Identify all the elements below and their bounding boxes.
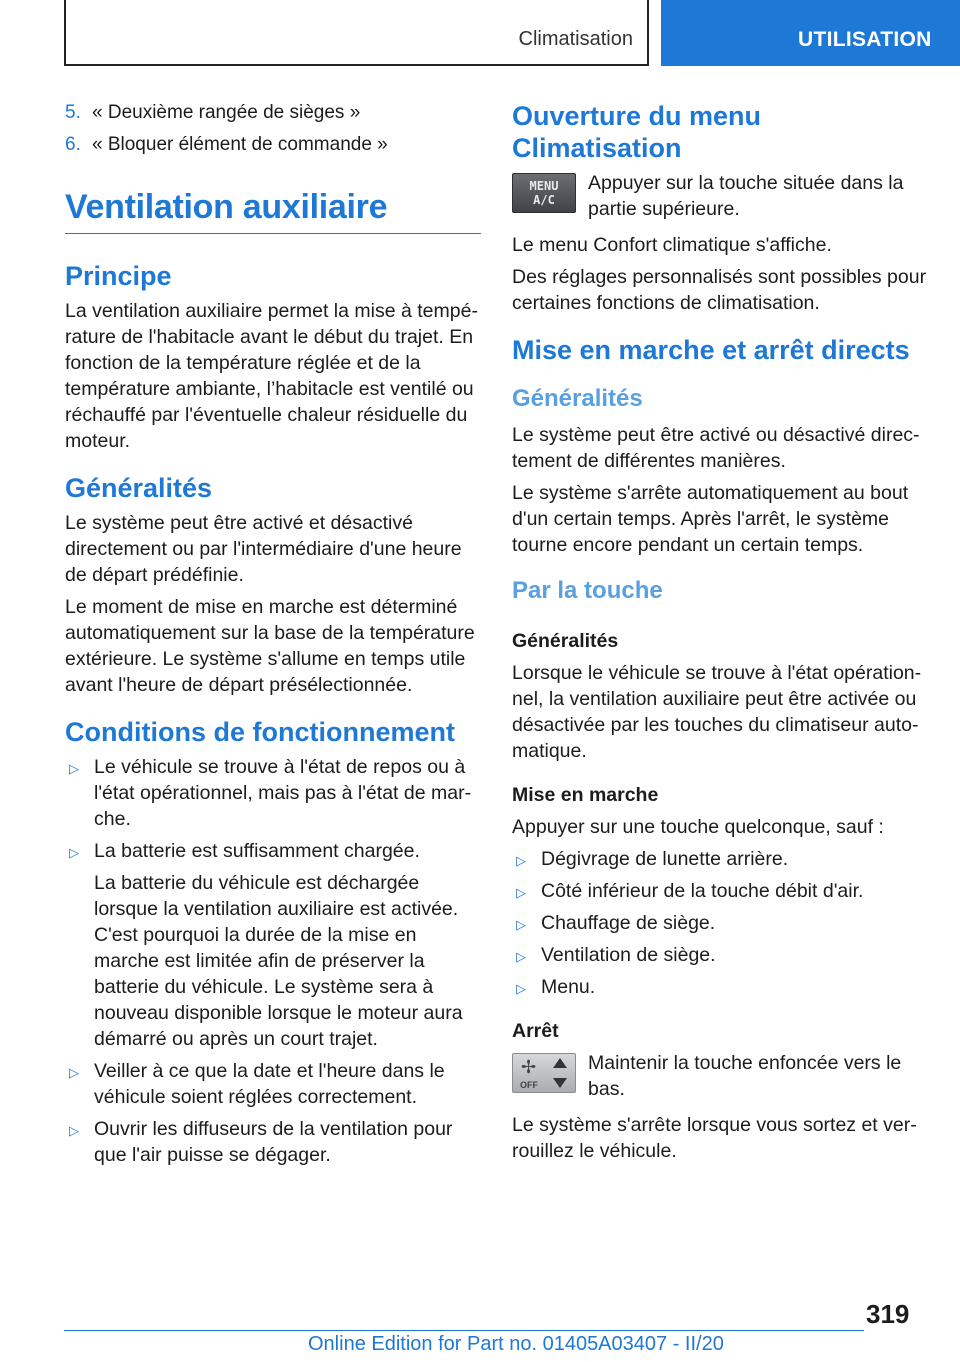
subheading-par-la-touche: Par la touche	[512, 577, 663, 604]
item-number: 5.	[65, 102, 81, 123]
menu-ac-instruction	[512, 170, 932, 222]
mise-text-2: Le système s'arrête automatiquement au bout d'un certain temps. Après l'arrêt, le système tourne encore pendant un certain temps.	[512, 482, 909, 556]
touche-generalites-text: Lorsque le véhicule se trouve à l'état opérationnel, la ventilation auxiliaire peut être activée ou désactivée par les touches du climatiseur automatique.	[512, 662, 922, 762]
fan-off-instruction	[512, 1050, 932, 1102]
item-number: 6.	[65, 134, 81, 155]
exceptions-list	[512, 846, 932, 1000]
fan-off-instruction-text: Maintenir la touche enfoncée vers le bas.	[588, 1052, 902, 1100]
page-number: 319	[866, 1299, 910, 1329]
arrow-up-icon	[553, 1058, 567, 1068]
item-text: « Deuxième rangée de sièges »	[92, 102, 361, 123]
generalites-text-1: Le système peut être activé et désactivé directement ou par l'intermédiaire d'une heure de départ prédéfinie.	[65, 512, 462, 586]
menu-ac-instruction-text: Appuyer sur la touche située dans la partie supérieure.	[588, 172, 904, 220]
header-frame	[64, 0, 649, 66]
section-title: Ventilation auxiliaire	[65, 188, 481, 234]
fan-off-key-icon	[512, 1053, 576, 1093]
ouverture-text-1: Le menu Confort climatique s'affiche.	[512, 234, 832, 256]
list-item-text: Veiller à ce que la date et l'heure dans le véhicule soient réglées correctement.	[94, 1060, 445, 1108]
list-item-text: Le véhicule se trouve à l'état de repos ou à l'état opérationnel, mais pas à l'état de marche.	[94, 756, 472, 830]
heading-mise-en-marche: Mise en marche et arrêt directs	[512, 335, 910, 365]
header-section-title: Climatisation	[518, 28, 633, 50]
conditions-list	[65, 754, 481, 1168]
numbered-item	[65, 100, 481, 126]
footer-divider	[64, 1330, 864, 1331]
arret-text: Le système s'arrête lorsque vous sortez et verrouillez le véhicule.	[512, 1114, 917, 1162]
mise-text-1: Le système peut être activé ou désactivé directement de différentes manières.	[512, 424, 920, 472]
numbered-item	[65, 132, 481, 158]
minor-heading-mise-en-marche: Mise en marche	[512, 784, 659, 806]
arrow-down-icon	[553, 1078, 567, 1088]
list-item-text: La batterie est suffisamment chargée.	[94, 840, 420, 862]
triangle-right-icon: ▷	[69, 845, 79, 860]
list-item	[512, 910, 932, 936]
minor-heading-arret: Arrêt	[512, 1020, 559, 1042]
list-item-text: Menu.	[541, 976, 596, 998]
list-item	[65, 838, 481, 1052]
ouverture-text-2: Des réglages personnalisés sont possibles pour certaines fonctions de climatisation.	[512, 266, 927, 314]
item-text: « Bloquer élément de commande »	[92, 134, 388, 155]
menu-ac-key-icon	[512, 173, 576, 213]
triangle-right-icon: ▷	[516, 981, 526, 996]
fan-icon: ✢	[521, 1057, 537, 1077]
mise-en-marche-text: Appuyer sur une touche quelconque, sauf :	[512, 816, 884, 838]
triangle-right-icon: ▷	[69, 1065, 79, 1080]
minor-heading-generalites: Généralités	[512, 630, 619, 652]
heading-conditions: Conditions de fonctionnement	[65, 717, 455, 747]
off-label: OFF	[520, 1080, 538, 1090]
triangle-right-icon: ▷	[69, 761, 79, 776]
list-item-text: Chauffage de siège.	[541, 912, 716, 934]
heading-generalites: Généralités	[65, 473, 213, 503]
list-item-text: Ouvrir les diffuseurs de la ventilation pour que l'air puisse se dégager.	[94, 1118, 453, 1166]
triangle-right-icon: ▷	[69, 1123, 79, 1138]
right-column	[512, 100, 932, 1170]
list-item-text: Côté inférieur de la touche débit d'air.	[541, 880, 864, 902]
list-item	[65, 1058, 481, 1110]
triangle-right-icon: ▷	[516, 949, 526, 964]
list-item	[512, 942, 932, 968]
triangle-right-icon: ▷	[516, 853, 526, 868]
footer-edition-text: Online Edition for Part no. 01405A03407 - II/20	[308, 1333, 724, 1355]
list-item	[512, 846, 932, 872]
subheading-generalites: Généralités	[512, 385, 643, 412]
heading-principe: Principe	[65, 261, 172, 291]
list-item	[65, 1116, 481, 1168]
left-column	[65, 100, 481, 1174]
heading-ouverture: Ouverture du menu Climatisation	[512, 101, 762, 163]
list-item-text: Ventilation de siège.	[541, 944, 716, 966]
generalites-text-2: Le moment de mise en marche est déterminé automatiquement sur la base de la température extérieure. Le système s'allume en temps utile avant l'heure de départ présélectionnée.	[65, 596, 475, 696]
menu-ac-key-label: MENU A/C	[529, 179, 559, 207]
list-item-text: Dégivrage de lunette arrière.	[541, 848, 789, 870]
header-chapter-tab: UTILISATION	[661, 0, 960, 66]
battery-note: La batterie du véhicule est déchargée lorsque la ventilation auxiliaire est activée. C'est pourquoi la durée de la mise en marche est limitée afin de préserver la batterie du véhicule. Le système sera à nouveau disponible lorsque le moteur aura démarré ou après un court trajet.	[94, 872, 463, 1050]
list-item	[512, 878, 932, 904]
triangle-right-icon: ▷	[516, 885, 526, 900]
list-item	[65, 754, 481, 832]
triangle-right-icon: ▷	[516, 917, 526, 932]
principe-text: La ventilation auxiliaire permet la mise à température de l'habitacle avant le début du trajet. En fonction de la température réglée et de la température ambiante, l’habitacle est ventilé ou réchauffé par l'éventuelle chaleur résiduelle du moteur.	[65, 300, 478, 452]
list-item	[512, 974, 932, 1000]
